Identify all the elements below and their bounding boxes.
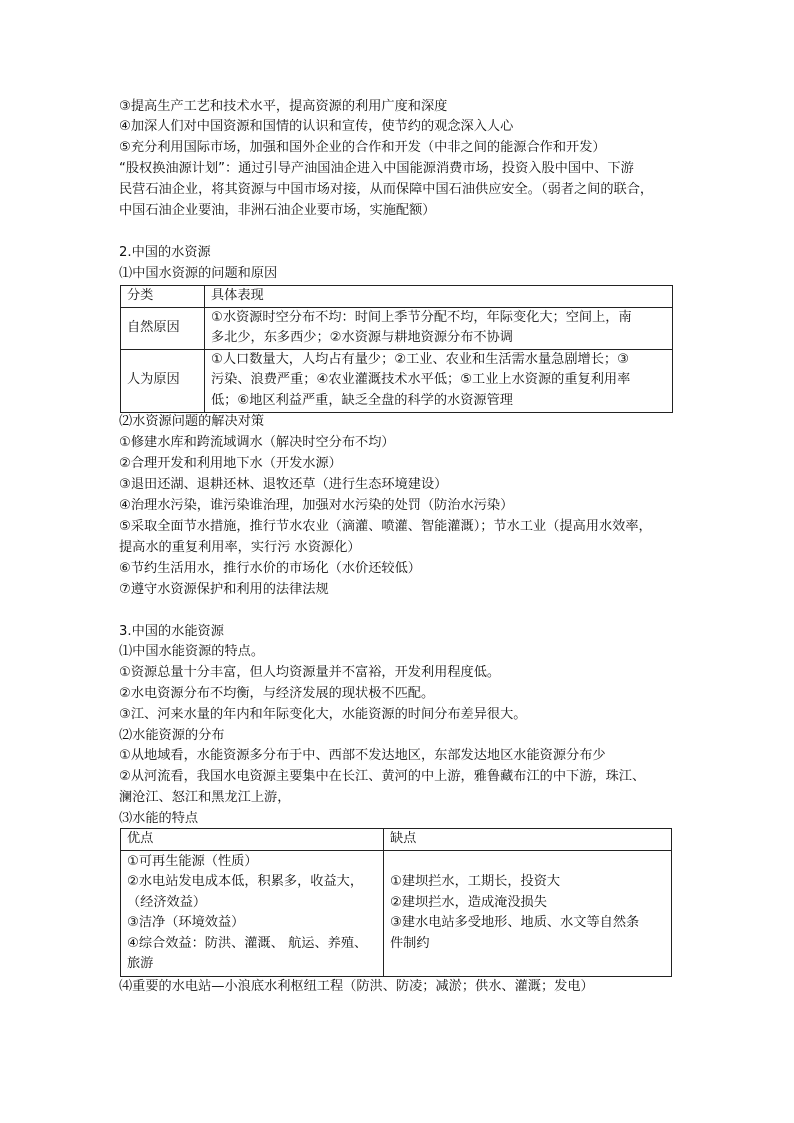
- hydropower-table: [120, 828, 672, 977]
- cell-text-line: ③建水电站多受地形、地质、水文等自然条: [390, 915, 640, 930]
- list-item: 提高水的重复利用率，实行污 水资源化）: [119, 540, 361, 555]
- cell-text-line: 件制约: [390, 935, 430, 951]
- table-row: [121, 307, 673, 349]
- cell-text-line: ①可再生能源（性质）: [127, 853, 258, 869]
- cell-text-line: 旅游: [127, 956, 154, 971]
- cell-text-line: ①建坝拦水，工期长，投资大: [390, 874, 561, 889]
- cell-text-line: ①水资源时空分布不均：时间上季节分配不均，年际变化大；空间上，南: [211, 309, 632, 325]
- text-line: ④加深人们对中国资源和国情的认识和宣传，使节约的观念深入人心: [119, 119, 514, 134]
- cell-text-line: ③洁净（环境效益）: [127, 915, 245, 930]
- cell-text-line: ②水电站发电成本低，积累多，收益大，: [127, 874, 364, 889]
- cell-text-line: （经济效益）: [127, 894, 207, 910]
- list-item: ①从地域看，水能资源多分布于中、西部不发达地区，东部发达地区水能资源分布少: [119, 748, 606, 763]
- cell-text-line: 低；⑥地区利益严重，缺乏全盘的科学的水资源管理: [211, 392, 513, 408]
- subsection-heading: ⑶水能的特点: [119, 811, 199, 826]
- list-item: ③退田还湖、退耕还林、退牧还草（进行生态环境建设）: [119, 477, 448, 492]
- list-item: ⑥节约生活用水，推行水价的市场化（水价还较低）: [119, 561, 421, 576]
- table-header-cell: 优点: [121, 829, 384, 851]
- cell-text-line: ④综合效益：防洪、灌溉、 航运、养殖、: [127, 935, 368, 951]
- list-item: ②从河流看，我国水电资源主要集中在长江、黄河的中上游，雅鲁藏布江的中下游，珠江、: [119, 769, 646, 784]
- cell-text-line: 污染、浪费严重；④农业灌溉技术水平低；⑤工业上水资源的重复利用率: [211, 372, 631, 388]
- subsection-heading: ⑴中国水能资源的特点。: [119, 644, 265, 659]
- table-header-row: [121, 286, 673, 308]
- list-item: ②合理开发和利用地下水（开发水源）: [119, 456, 342, 471]
- list-item: ④治理水污染，谁污染谁治理，加强对水污染的处罚（防治水污染）: [119, 498, 514, 513]
- subsection-heading: ⑴中国水资源的问题和原因: [119, 266, 278, 281]
- section-heading: 2.中国的水资源: [119, 245, 211, 260]
- list-item: ②水电资源分布不均衡，与经济发展的现状极不匹配。: [119, 686, 435, 701]
- subsection-heading: ⑷重要的水电站—小浪底水利枢纽工程（防洪、防凌；减淤；供水、灌溉；发电）: [119, 979, 594, 994]
- cell-text-line: 多北少，东多西少；②水资源与耕地资源分布不协调: [211, 330, 513, 345]
- table-cell-category: 自然原因: [121, 307, 205, 349]
- text-line: 中国石油企业要油，非洲石油企业要市场，实施配额）: [119, 203, 436, 218]
- text-line: ⑤充分利用国际市场，加强和国外企业的合作和开发（中非之间的能源合作和开发）: [119, 140, 606, 155]
- table-cell-category: 人为原因: [121, 349, 205, 412]
- table-cell-detail: [205, 349, 673, 412]
- table-header-cell: 具体表现: [205, 286, 673, 308]
- water-resource-table: [120, 285, 673, 413]
- table-header-cell: 分类: [121, 286, 205, 308]
- table-row: [121, 349, 673, 412]
- text-line: 民营石油企业，将其资源与中国市场对接，从而保障中国石油供应安全。（弱者之间的联合，: [119, 182, 654, 197]
- subsection-heading: ⑵水能资源的分布: [119, 728, 225, 743]
- list-item: ①资源总量十分丰富，但人均资源量并不富裕，开发利用程度低。: [119, 665, 501, 680]
- section-heading: 3.中国的水能资源: [119, 624, 224, 639]
- text-line: “股权换油源计划”：通过引导产油国油企进入中国能源消费市场，投资入股中国中、下游: [119, 161, 634, 176]
- pros-cell: [121, 850, 384, 976]
- table-cell-detail: [205, 307, 673, 349]
- table-header-row: [121, 829, 672, 851]
- cell-text-line: ②建坝拦水，造成淹没损失: [390, 894, 547, 910]
- list-item: ⑦遵守水资源保护和利用的法律法规: [119, 582, 329, 597]
- list-item: ⑤采取全面节水措施，推行节水农业（滴灌、喷灌、智能灌溉）；节水工业（提高用水效率，: [119, 519, 652, 534]
- cons-cell: [384, 850, 672, 976]
- subsection-heading: ⑵水资源问题的解决对策: [119, 414, 265, 429]
- cell-text-line: ①人口数量大，人均占有量少；②工业、农业和生活需水量急剧增长；③: [211, 351, 629, 367]
- list-item: 澜沧江、怒江和黑龙江上游，: [119, 790, 291, 805]
- table-row: [121, 850, 672, 976]
- list-item: ①修建水库和跨流域调水（解决时空分布不均）: [119, 435, 395, 450]
- text-line: ③提高生产工艺和技术水平，提高资源的利用广度和深度: [119, 99, 448, 114]
- table-header-cell: 缺点: [384, 829, 672, 851]
- list-item: ③江、河来水量的年内和年际变化大，水能资源的时间分布差异很大。: [119, 707, 527, 722]
